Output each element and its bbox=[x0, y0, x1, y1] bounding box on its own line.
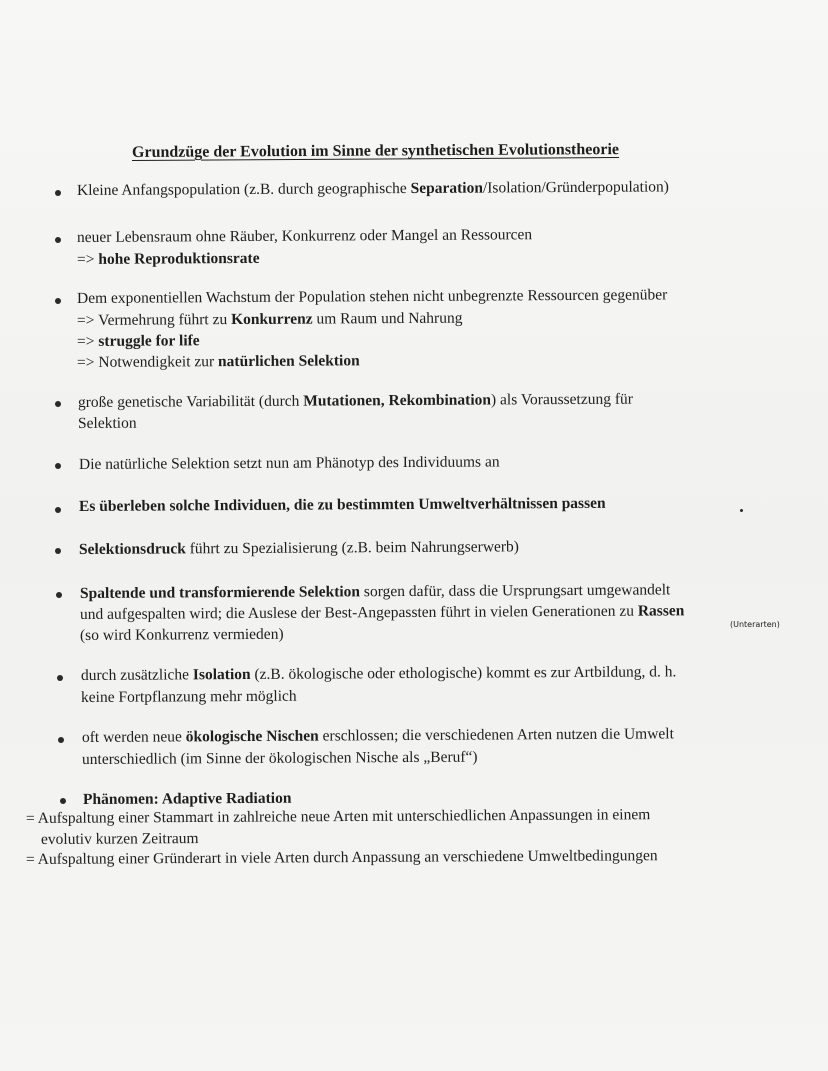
bullet-icon bbox=[55, 548, 61, 554]
list-item: durch zusätzliche Isolation (z.B. ökologische oder ethologische) kommt es zur Artbildung, d. h. bbox=[80, 663, 677, 684]
bullet-icon bbox=[55, 507, 61, 513]
list-item: Kleine Anfangspopulation (z.B. durch geographische Separation/Isolation/Gründerpopulation) bbox=[76, 178, 669, 199]
definition-line: evolutiv kurzen Zeitraum bbox=[40, 830, 199, 848]
list-item: Dem exponentiellen Wachstum der Population stehen nicht unbegrenzte Ressourcen gegenüber bbox=[76, 286, 668, 307]
list-item: oft werden neue ökologische Nischen erschlossen; die verschiedenen Arten nutzen die Umwelt bbox=[81, 725, 674, 746]
list-item-subline: => Vermehrung führt zu Konkurrenz um Raum und Nahrung bbox=[76, 309, 463, 329]
bullet-icon bbox=[55, 463, 61, 469]
list-item: Die natürliche Selektion setzt nun am Phänotyp des Individuums an bbox=[78, 453, 500, 473]
list-item: große genetische Variabilität (durch Mutationen, Rekombination) als Voraussetzung für bbox=[77, 390, 633, 411]
bullet-icon bbox=[55, 190, 61, 196]
list-item-subline: => Notwendigkeit zur natürlichen Selektion bbox=[76, 352, 360, 371]
list-item-subline: unterschiedlich (im Sinne der ökologischen Nische als „Beruf“) bbox=[81, 748, 478, 768]
list-item-subline: keine Fortpflanzung mehr möglich bbox=[80, 687, 297, 706]
definition-line: = Aufspaltung einer Stammart in zahlreiche neue Arten mit unterschiedlichen Anpassungen in einem bbox=[25, 806, 651, 827]
bullet-icon bbox=[56, 592, 62, 598]
list-item: Phänomen: Adaptive Radiation bbox=[82, 789, 292, 808]
bullet-icon bbox=[55, 401, 61, 407]
list-item-subline: => hohe Reproduktionsrate bbox=[76, 249, 260, 268]
bullet-icon bbox=[57, 675, 63, 681]
list-item-subline: Selektion bbox=[77, 414, 137, 432]
list-item: neuer Lebensraum ohne Räuber, Konkurrenz oder Mangel an Ressourcen bbox=[76, 226, 533, 246]
bullet-icon bbox=[60, 798, 66, 804]
bullet-icon bbox=[55, 237, 61, 243]
list-item: Spaltende und transformierende Selektion sorgen dafür, dass die Ursprungsart umgewandelt bbox=[79, 581, 671, 602]
bullet-icon bbox=[55, 298, 61, 304]
definition-line: = Aufspaltung einer Gründerart in viele Arten durch Anpassung an verschiedene Umweltbedingungen bbox=[25, 847, 658, 868]
list-item: Es überleben solche Individuen, die zu bestimmten Umweltverhältnissen passen bbox=[78, 494, 606, 515]
bullet-icon bbox=[58, 737, 64, 743]
page-title: Grundzüge der Evolution im Sinne der synthetischen Evolutionstheorie bbox=[131, 141, 620, 161]
list-item-subline: (so wird Konkurrenz vermieden) bbox=[79, 625, 284, 644]
speck bbox=[740, 509, 743, 512]
handwritten-note: (Unterarten) bbox=[730, 620, 780, 629]
list-item-subline: => struggle for life bbox=[76, 332, 200, 350]
list-item: Selektionsdruck führt zu Spezialisierung (z.B. beim Nahrungserwerb) bbox=[78, 538, 520, 558]
list-item-subline: und aufgespalten wird; die Auslese der Best-Angepassten führt in vielen Generationen zu Rassen bbox=[79, 602, 685, 623]
